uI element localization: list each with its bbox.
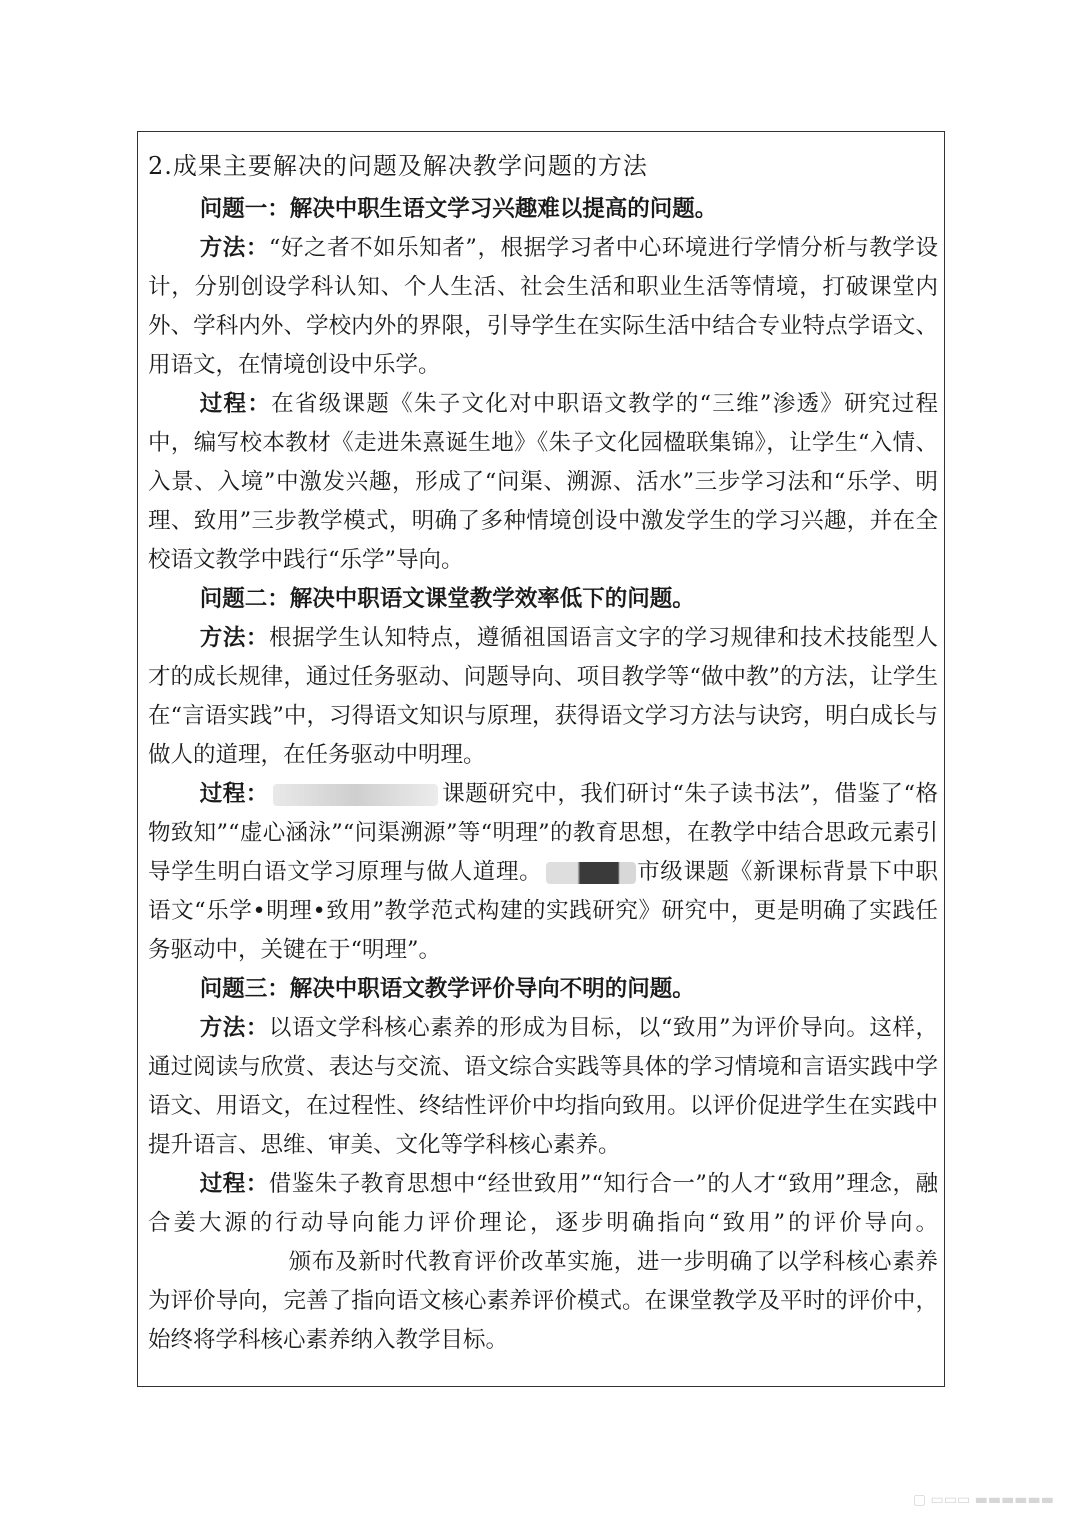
problem-3-title: 问题三：解决中职语文教学评价导向不明的问题。 [199, 976, 695, 1002]
process-text-b: 市级课题《新课标背景下中职语文“乐学•明理•致用”教学范式构建的实践研究》研究中，更是明确了实践任务驱动中，关键在于“明理”。 [148, 859, 938, 963]
process-text-b: 颁布及新时代教育评价改革实施，进一步明确了以学科核心素养为评价导向，完善了指向语文核心素养评价模式。在课堂教学及平时的评价中，始终将学科核心素养纳入教学目标。 [148, 1249, 938, 1353]
process-text-a: 借鉴朱子教育思想中“经世致用”“知行合一”的人才“致用”理念，融合姜大源的行动导向能力评价理论，逐步明确指向“致用”的评价导向。 [148, 1171, 938, 1236]
redaction-blur [546, 862, 636, 884]
redaction-gap [148, 1252, 288, 1274]
process-label: 过程： [199, 1171, 269, 1197]
problem-1-process [148, 385, 938, 580]
process-text: 在省级课题《朱子文化对中职语文教学的“三维”渗透》研究过程中，编写校本教材《走进朱熹诞生地》《朱子文化园楹联集锦》，让学生“入情、入景、入境”中激发兴趣，形成了“问渠、溯源、活水”三步学习法和“乐学、明理、致用”三步教学模式，明确了多种情境创设中激发学生的学习兴趣，并在全校语文教学中践行“乐学”导向。 [148, 391, 938, 573]
problem-3-process [148, 1165, 938, 1360]
process-label: 过程： [199, 391, 272, 417]
redaction-blur [273, 784, 438, 806]
section-title: 2.成果主要解决的问题及解决教学问题的方法 [148, 152, 648, 180]
problem-2-title: 问题二：解决中职语文课堂教学效率低下的问题。 [199, 586, 695, 612]
problem-1-title: 问题一：解决中职生语文学习兴趣难以提高的问题。 [199, 196, 718, 222]
method-text: 以语文学科核心素养的形成为目标，以“致用”为评价导向。这样，通过阅读与欣赏、表达与交流、语文综合实践等具体的学习情境和言语实践中学语文、用语文，在过程性、终结性评价中均指向致用。以评价促进学生在实践中提升语言、思维、审美、文化等学科核心素养。 [148, 1015, 938, 1158]
problem-2-process [148, 775, 938, 970]
document-body [148, 190, 938, 1360]
process-label: 过程： [199, 781, 269, 807]
method-text: 根据学生认知特点，遵循祖国语言文字的学习规律和技术技能型人才的成长规律，通过任务驱动、问题导向、项目教学等“做中教”的方法，让学生在“言语实践”中，习得语文知识与原理，获得语文学习方法与诀窍，明白成长与做人的道理，在任务驱动中明理。 [148, 625, 938, 768]
problem-3-method [148, 1009, 938, 1165]
document-table-cell [137, 131, 945, 1387]
method-label: 方法： [199, 1015, 269, 1041]
watermark: ▢ ▭▭▭ ▬▬▬▬▬▬ [912, 1492, 1054, 1508]
method-text: “好之者不如乐知者”，根据学习者中心环境进行学情分析与教学设计，分别创设学科认知、个人生活、社会生活和职业生活等情境，打破课堂内外、学科内外、学校内外的界限，引导学生在实际生活中结合专业特点学语文、用语文，在情境创设中乐学。 [148, 235, 938, 378]
process-text-a: 课题研究中，我们研讨“朱子读书法”，借鉴了“格物致知”“虚心涵泳”“问渠溯源”等“明理”的教育思想，在教学中结合思政元素引导学生明白语文学习原理与做人道理。 [148, 781, 938, 885]
problem-1-method [148, 229, 938, 385]
problem-2-method [148, 619, 938, 775]
method-label: 方法： [199, 625, 270, 651]
method-label: 方法： [199, 235, 269, 261]
